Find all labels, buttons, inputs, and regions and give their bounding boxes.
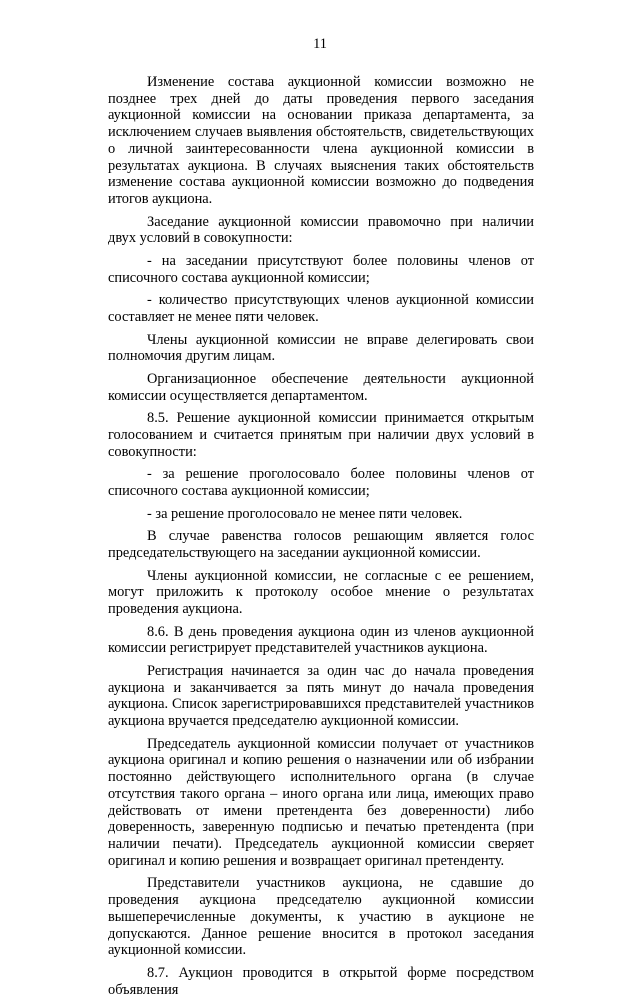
paragraph-tie-vote: В случае равенства голосов решающим является голос председательствующего на заседании аукционной комиссии. (108, 528, 534, 561)
paragraph-organizational-support: Организационное обеспечение деятельности аукционной комиссии осуществляется департаментом. (108, 370, 534, 404)
list-item-vote-majority: - за решение проголосовало более половины членов от списочного состава аукционной комиссии; (108, 466, 534, 500)
paragraph-section-8-7: 8.7. Аукцион проводится в открытой форме посредством объявления (108, 964, 534, 998)
paragraph-chairman-documents: Председатель аукционной комиссии получает от участников аукциона оригинал и копию решения о назначении или об избрании постоянно действующего исполнительного органа (в случае отсутствия такого органа – иного органа или лица, имеющих право действовать от имени претендента без доверенности) либо доверенность, заверенную подписью и печатью претендента (при наличии печати). Председатель аукционной комиссии сверяет оригинал и копию решения и возвращает оригинал претенденту. (108, 735, 534, 869)
paragraph-commission-change: Изменение состава аукционной комиссии возможно не позднее трех дней до даты проведения первого заседания аукционной комиссии на основании приказа департамента, за исключением случаев выявления обстоятельств, свидетельствующих о личной заинтересованности члена аукционной комиссии в результатах аукциона. В случаях выяснения таких обстоятельств изменение состава аукционной комиссии возможно до подведения итогов аукциона. (108, 74, 534, 208)
list-item-vote-minimum: - за решение проголосовало не менее пяти человек. (147, 505, 463, 522)
paragraph-dissenting-opinion: Члены аукционной комиссии, не согласные с ее решением, могут приложить к протоколу особое мнение о результатах проведения аукциона. (108, 567, 534, 618)
list-item-quorum-majority: - на заседании присутствуют более половины членов от списочного состава аукционной комиссии; (108, 252, 534, 286)
paragraph-registration: Регистрация начинается за один час до начала проведения аукциона и заканчивается за пять минут до начала проведения аукциона. Список зарегистрировавшихся представителей участников аукциона вручается председателю аукционной комиссии. (108, 662, 534, 730)
paragraph-section-8-6: 8.6. В день проведения аукциона один из членов аукционной комиссии регистрирует представителей участников аукциона. (108, 623, 534, 657)
paragraph-non-admission: Представители участников аукциона, не сдавшие до проведения аукциона председателю аукционной комиссии вышеперечисленные документы, к участию в аукционе не допускаются. Данное решение вносится в протокол заседания аукционной комиссии. (108, 875, 534, 959)
page-number: 11 (313, 36, 327, 52)
body-text (108, 74, 534, 998)
paragraph-no-delegation: Члены аукционной комиссии не вправе делегировать свои полномочия другим лицам. (108, 331, 534, 365)
paragraph-section-8-5: 8.5. Решение аукционной комиссии принимается открытым голосованием и считается принятым при наличии двух условий в совокупности: (108, 410, 534, 460)
paragraph-quorum-conditions: Заседание аукционной комиссии правомочно при наличии двух условий в совокупности: (108, 213, 534, 247)
list-item-quorum-minimum: - количество присутствующих членов аукционной комиссии составляет не менее пяти человек. (108, 292, 534, 326)
